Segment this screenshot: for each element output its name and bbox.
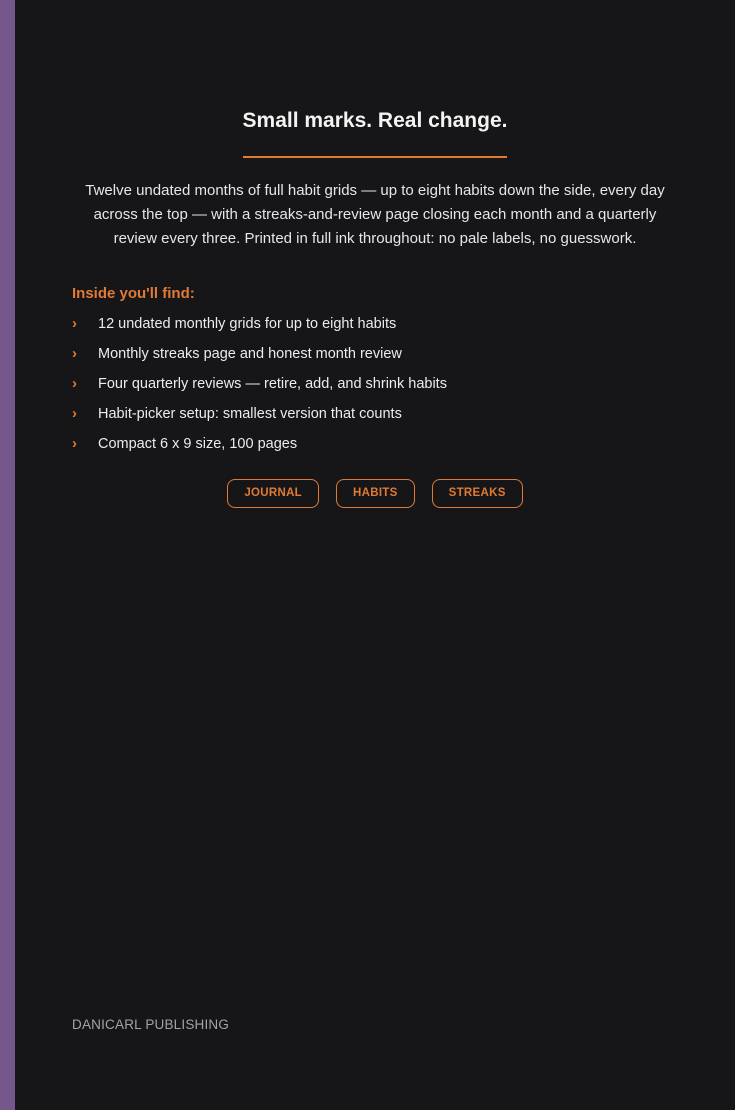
tag-list [72,479,678,508]
spine-stripe [0,0,15,1110]
inside-heading: Inside you'll find: [72,285,195,302]
publisher-name: DANICARL PUBLISHING [72,1017,230,1032]
feature-text: Habit-picker setup: smallest version that counts [98,406,402,422]
feature-text: Compact 6 x 9 size, 100 pages [98,436,298,452]
feature-text: 12 undated monthly grids for up to eight habits [98,316,397,332]
chevron-right-icon: › [72,375,77,392]
feature-item [72,433,678,463]
headline: Small marks. Real change. [242,109,508,132]
chevron-right-icon: › [72,435,77,452]
tag-journal: JOURNAL [227,479,319,508]
feature-item [72,403,678,433]
feature-item [72,373,678,403]
feature-text: Monthly streaks page and honest month review [98,346,402,362]
description: Twelve undated months of full habit grids — up to eight habits down the side, every day across the top — with a streaks-and-review page closing each month and a quarterly review every three. Printed in full ink throughout: no pale labels, no guesswork. [85,182,665,247]
feature-list [72,313,678,463]
feature-text: Four quarterly reviews — retire, add, and shrink habits [98,376,447,392]
feature-item [72,343,678,373]
chevron-right-icon: › [72,315,77,332]
tag-streaks: STREAKS [432,479,523,508]
chevron-right-icon: › [72,405,77,422]
tag-habits: HABITS [336,479,415,508]
chevron-right-icon: › [72,345,77,362]
accent-rule [243,156,507,158]
feature-item [72,313,678,343]
